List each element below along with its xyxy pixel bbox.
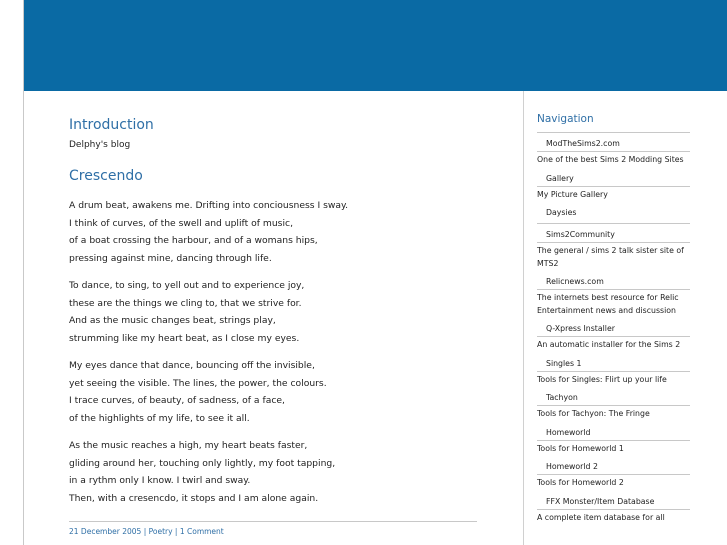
nav-description: Tools for Homeworld 2 [537, 474, 690, 491]
post-category-link[interactable]: Poetry [148, 527, 173, 536]
poem-stanza [69, 197, 479, 267]
meta-separator: | [174, 527, 178, 536]
poem-line: As the music reaches a high, my heart beats faster, [69, 440, 308, 451]
poem-line: My eyes dance that dance, bouncing off the invisible, [69, 360, 315, 371]
nav-description: Tools for Homeworld 1 [537, 440, 690, 457]
sidebar-divider [523, 91, 524, 545]
site-header-banner [24, 0, 727, 91]
poem-line: gliding around her, touching only lightly, my foot tapping, [69, 457, 336, 469]
poem-line: I trace curves, of beauty, of sadness, of a face, [69, 395, 285, 406]
intro-subtitle: Delphy's blog [69, 140, 131, 150]
poem-line: in a rythm only I know. I twirl and sway. [69, 475, 251, 486]
sidebar [537, 112, 693, 525]
poem-line: pressing against mine, dancing through life. [69, 252, 272, 264]
poem-line: of the highlights of my life, to see it all. [69, 412, 250, 424]
poem-line: Then, with a cresencdo, it stops and I am alone again. [69, 492, 319, 504]
nav-link[interactable]: Q-Xpress Installer [546, 324, 615, 333]
poem-line: of a boat crossing the harbour, and of a womans hips, [69, 235, 318, 246]
poem-stanza [69, 357, 479, 427]
poem-stanza [69, 277, 479, 347]
nav-description: One of the best Sims 2 Modding Sites [537, 151, 690, 168]
meta-separator: | [143, 527, 147, 536]
poem-line: I think of curves, of the swell and uplift of music, [69, 217, 293, 229]
nav-description: A complete item database for all [537, 509, 690, 526]
nav-description: The general / sims 2 talk sister site of MTS2 [537, 242, 690, 271]
main-content [69, 116, 479, 536]
nav-description: Tools for Tachyon: The Fringe [537, 405, 690, 422]
post-title[interactable]: Crescendo [69, 168, 143, 184]
post-date-link[interactable]: 21 December 2005 [69, 527, 142, 536]
nav-description: The internets best resource for Relic Entertainment news and discussion [537, 289, 690, 318]
nav-description: Tools for Singles: Flirt up your life [537, 371, 690, 388]
nav-link[interactable]: Relicnews.com [546, 277, 604, 286]
nav-link[interactable]: Tachyon [546, 393, 578, 402]
post-meta [69, 521, 477, 536]
poem-line: To dance, to sing, to yell out and to experience joy, [69, 280, 305, 291]
post-comments-link[interactable]: 1 Comment [179, 527, 224, 536]
poem-line: A drum beat, awakens me. Drifting into conciousness I sway. [69, 200, 349, 211]
nav-description: My Picture Gallery [537, 186, 690, 203]
nav-link[interactable]: Daysies [546, 208, 577, 217]
nav-link[interactable]: Sims2Community [546, 230, 615, 239]
nav-link[interactable]: Gallery [546, 173, 574, 183]
poem-line: strumming like my heart beat, as I close my eyes. [69, 332, 300, 344]
nav-link[interactable]: FFX Monster/Item Database [546, 496, 655, 506]
poem-line: yet seeing the visible. The lines, the power, the colours. [69, 377, 327, 389]
poem-line: these are the things we cling to, that we strive for. [69, 297, 302, 309]
poem-line: And as the music changes beat, strings play, [69, 315, 276, 326]
navigation-list [537, 133, 693, 525]
nav-link[interactable]: Singles 1 [546, 358, 582, 368]
navigation-heading: Navigation [537, 112, 690, 133]
nav-link[interactable]: ModTheSims2.com [546, 139, 620, 148]
nav-description: An automatic installer for the Sims 2 [537, 336, 690, 353]
nav-link[interactable]: Homeworld [546, 427, 591, 437]
nav-link[interactable]: Homeworld 2 [546, 462, 598, 471]
intro-title[interactable]: Introduction [69, 117, 154, 133]
page [23, 0, 727, 545]
poem-stanza [69, 437, 479, 507]
